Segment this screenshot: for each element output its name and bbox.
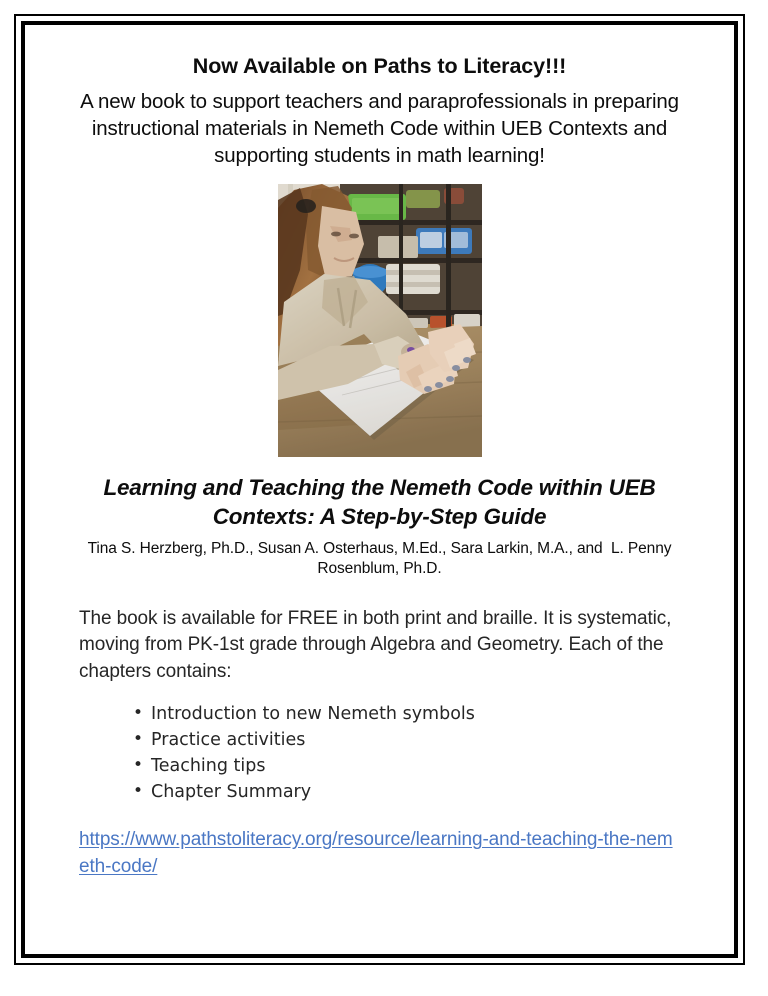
flyer-content <box>25 25 734 954</box>
page-border-outer <box>14 14 745 965</box>
photo-container <box>55 184 704 457</box>
list-item: • Chapter Summary <box>133 780 704 806</box>
list-item: • Introduction to new Nemeth symbols <box>133 702 704 728</box>
description-paragraph: The book is available for FREE in both print and braille. It is systematic, moving from PK-1st grade through Algebra and Geometry. Each of the chapters contains: <box>79 607 672 683</box>
list-item: • Teaching tips <box>133 754 704 780</box>
resource-link[interactable]: https://www.pathstoliteracy.org/resource/learning-and-teaching-the-nemeth-code/ <box>79 829 673 877</box>
page-border-inner <box>21 21 738 958</box>
list-item: • Practice activities <box>133 728 704 754</box>
student-braille-photo <box>278 184 482 457</box>
book-title: Learning and Teaching the Nemeth Code within UEB Contexts: A Step-by-Step Guide <box>103 475 656 529</box>
page-title: Now Available on Paths to Literacy!!! <box>192 54 567 78</box>
resource-link-container <box>79 827 680 880</box>
subtitle-text: A new book to support teachers and paraprofessionals in preparing instructional materials in Nemeth Code within UEB Contexts and supporting students in math learning! <box>80 89 679 167</box>
chapter-contents-list <box>55 702 704 805</box>
authors-line: Tina S. Herzberg, Ph.D., Susan A. Osterhaus, M.Ed., Sara Larkin, M.A., and L. Penny Rosenblum, Ph.D. <box>87 539 676 578</box>
